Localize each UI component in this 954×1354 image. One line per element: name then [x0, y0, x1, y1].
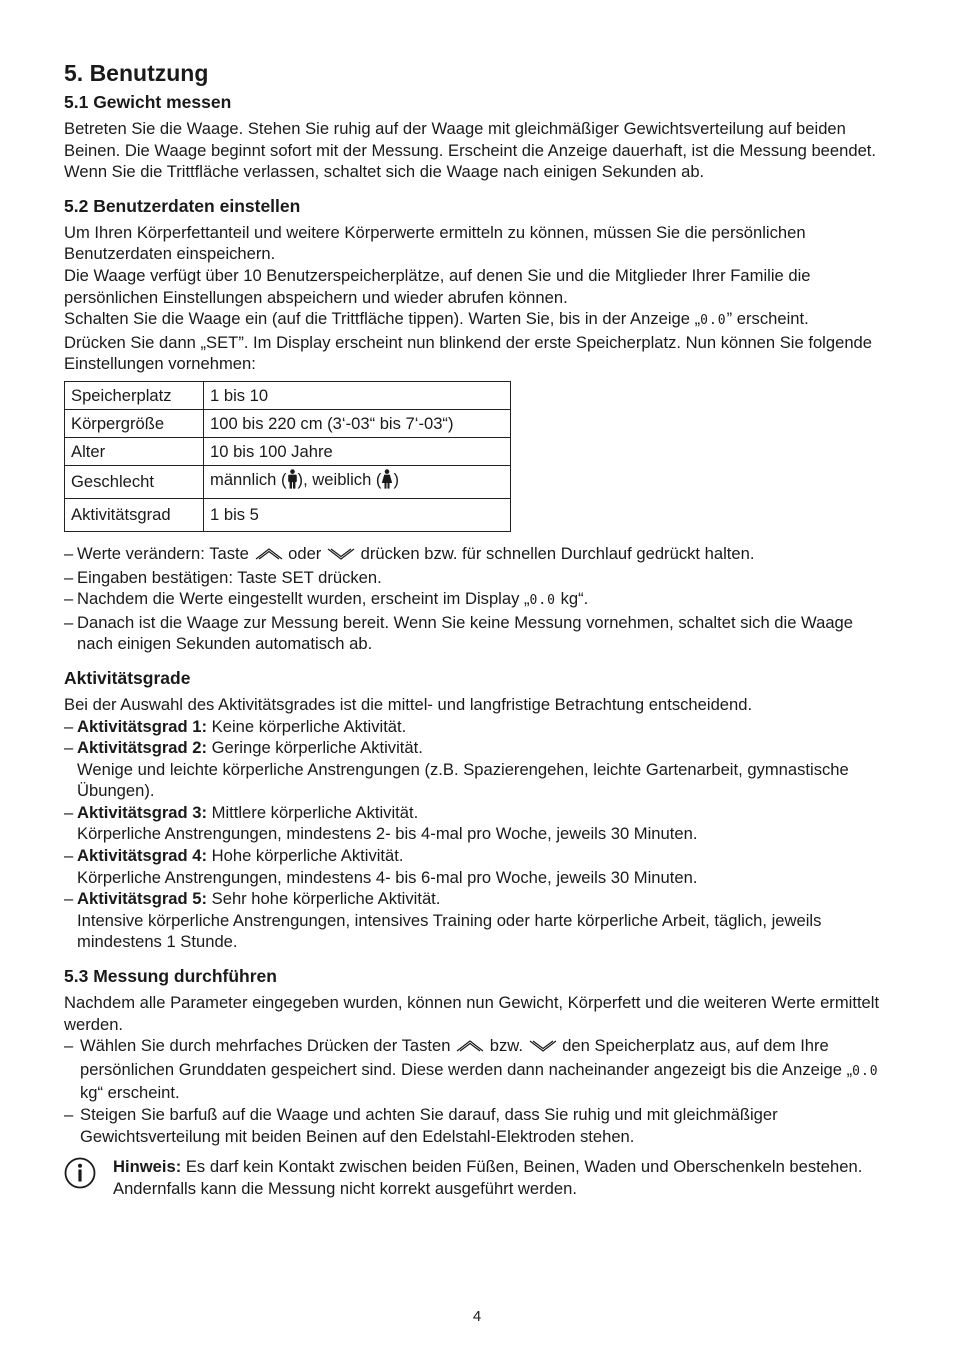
table-key: Körpergröße	[65, 409, 204, 437]
female-icon	[381, 469, 393, 495]
paragraph: Die Waage verfügt über 10 Benutzerspeicherplätze, auf denen Sie und die Mitglieder Ihrer Familie die persönlichen Einstellungen abspeichern und wieder abrufen können.	[64, 265, 811, 307]
list-item: – Aktivitätsgrad 3: Mittlere körperliche Aktivität.	[64, 802, 890, 824]
user-data-text	[64, 222, 890, 375]
activity-title: Aktivitätsgrade	[64, 667, 191, 688]
arrow-up-icon	[455, 1037, 485, 1059]
table-key: Geschlecht	[65, 465, 204, 498]
display-readout: 0.0	[529, 593, 557, 609]
page-number: 4	[472, 1308, 482, 1325]
weigh-text	[64, 118, 890, 183]
paragraph: Drücken Sie dann „SET”. Im Display erscheint nun blinkend der erste Speicherplatz. Nun können Sie folgende Einstellungen vornehmen:	[64, 332, 873, 374]
list-item: – Danach ist die Waage zur Messung bereit. Wenn Sie keine Messung vornehmen, schaltet sich die Waage nach einigen Sekunden automatisch ab.	[64, 612, 890, 655]
table-value: 100 bis 220 cm (3‘-03“ bis 7‘-03“)	[204, 409, 511, 437]
section-title: 5. Benutzung	[64, 60, 209, 86]
list-item: – Nachdem die Werte eingestellt wurden, erscheint im Display „0.0 kg“.	[64, 588, 890, 612]
list-item: – Eingaben bestätigen: Taste SET drücken.	[64, 567, 890, 589]
page-content	[64, 58, 890, 1199]
list-item: – Aktivitätsgrad 5: Sehr hohe körperliche Aktivität.	[64, 888, 890, 910]
table-row	[65, 381, 511, 409]
subsection-title-user-data: 5.2 Benutzerdaten einstellen	[64, 195, 301, 216]
arrow-down-icon	[528, 1037, 558, 1059]
arrow-up-icon	[254, 545, 284, 567]
subsection-title-weigh: 5.1 Gewicht messen	[64, 92, 232, 112]
table-value: 10 bis 100 Jahre	[204, 437, 511, 465]
paragraph: Um Ihren Körperfettanteil und weitere Körperwerte ermitteln zu können, müssen Sie die persönlichen Benutzerdaten einspeichern.	[64, 222, 806, 264]
list-item: – Aktivitätsgrad 1: Keine körperliche Aktivität.	[64, 716, 890, 738]
table-row	[65, 437, 511, 465]
subsection-title-measure: 5.3 Messung durchführen	[64, 966, 277, 987]
list-detail: Körperliche Anstrengungen, mindestens 4- bis 6-mal pro Woche, jeweils 30 Minuten.	[77, 867, 698, 887]
table-value: 1 bis 5	[204, 498, 511, 531]
table-row	[65, 465, 511, 498]
table-row	[65, 498, 511, 531]
list-item: – Steigen Sie barfuß auf die Waage und achten Sie darauf, dass Sie ruhig und mit gleichmäßiger Gewichtsverteilung mit beiden Beinen auf den Edelstahl-Elektroden stehen.	[64, 1104, 890, 1147]
table-value: männlich ( ), weiblich ( )	[204, 465, 511, 498]
note-box	[64, 1156, 890, 1199]
table-key: Aktivitätsgrad	[65, 498, 204, 531]
list-item: – Aktivitätsgrad 4: Hohe körperliche Aktivität.	[64, 845, 890, 867]
list-item: – Aktivitätsgrad 2: Geringe körperliche Aktivität.	[64, 737, 890, 759]
activity-intro: Bei der Auswahl des Aktivitätsgrades ist die mittel- und langfristige Betrachtung entscheidend.	[64, 694, 753, 714]
list-detail: Körperliche Anstrengungen, mindestens 2- bis 4-mal pro Woche, jeweils 30 Minuten.	[77, 824, 698, 844]
settings-table	[64, 381, 511, 532]
paragraph: Betreten Sie die Waage. Stehen Sie ruhig auf der Waage mit gleichmäßiger Gewichtsverteilung auf beiden Beinen. Die Waage beginnt sofort mit der Messung. Erscheint die Anzeige dauerhaft, ist die Messung beendet.	[64, 119, 877, 160]
note-text: Hinweis: Es darf kein Kontakt zwischen beiden Füßen, Beinen, Waden und Oberschenkeln bestehen. Andernfalls kann die Messung nicht korrekt ausgeführt werden.	[113, 1157, 863, 1198]
arrow-down-icon	[326, 545, 356, 567]
table-value: 1 bis 10	[204, 381, 511, 409]
list-detail: Wenige und leichte körperliche Anstrengungen (z.B. Spazierengehen, leichte Gartenarbeit, gymnastische Übungen).	[77, 759, 849, 801]
table-row	[65, 409, 511, 437]
table-key: Alter	[65, 437, 204, 465]
paragraph: Wenn Sie die Trittfläche verlassen, schaltet sich die Waage nach einigen Sekunden ab.	[64, 162, 705, 182]
list-item: – Werte verändern: Taste oder drücken bzw. für schnellen Durchlauf gedrückt halten.	[64, 543, 890, 567]
list-item: – Wählen Sie durch mehrfaches Drücken der Tasten bzw. den Speicherplatz aus, auf dem Ihre persönlichen Grunddaten gespeichert sind. Diese werden dann nacheinander angezeigt bis die Anzeige „0.0 kg“ erscheint.	[64, 1035, 890, 1104]
paragraph: Schalten Sie die Waage ein (auf die Trittfläche tippen). Warten Sie, bis in der Anzeige „0.0” erscheint.	[64, 309, 809, 329]
display-readout: 0.0	[700, 313, 727, 329]
info-icon	[64, 1157, 96, 1189]
table-key: Speicherplatz	[65, 381, 204, 409]
male-icon	[287, 469, 298, 495]
display-readout: 0.0	[852, 1063, 879, 1079]
measure-intro: Nachdem alle Parameter eingegeben wurden, können nun Gewicht, Körperfett und die weiteren Werte ermittelt werden.	[64, 993, 880, 1034]
list-detail: Intensive körperliche Anstrengungen, intensives Training oder harte körperliche Arbeit, täglich, jeweils mindestens 1 Stunde.	[77, 910, 822, 952]
